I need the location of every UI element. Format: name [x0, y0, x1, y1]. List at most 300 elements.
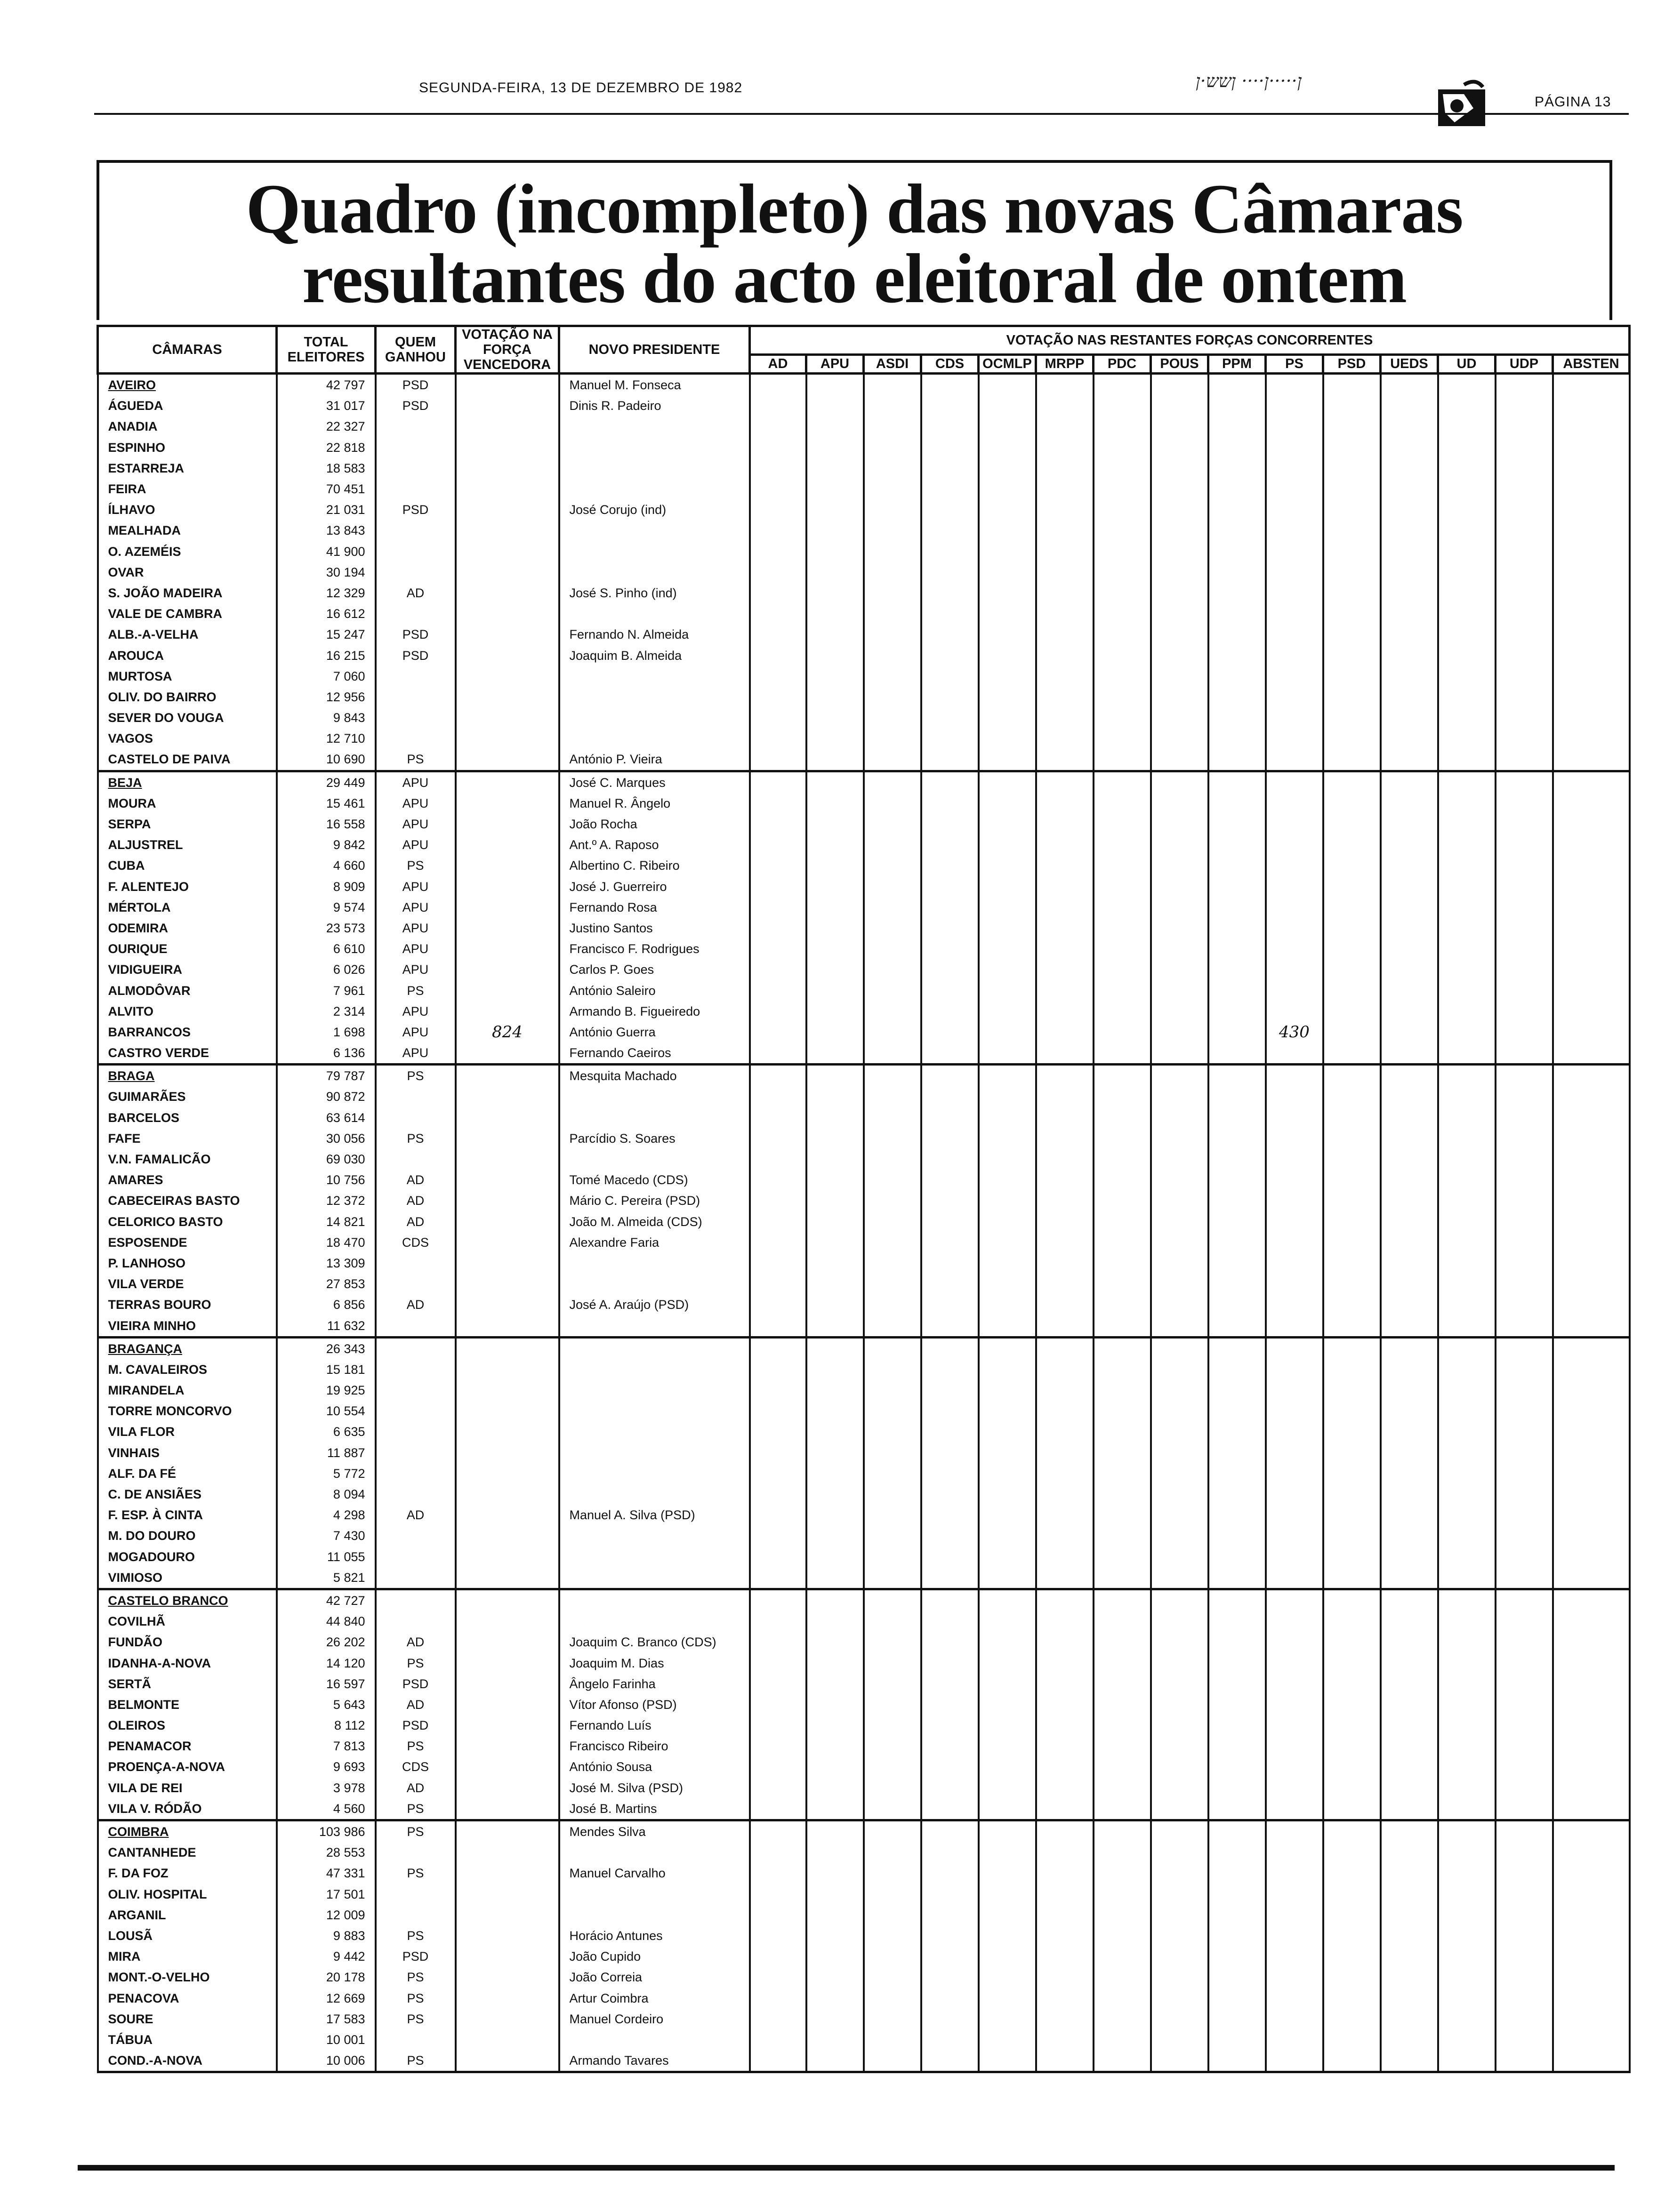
vote-ps	[1266, 1905, 1323, 1925]
vote-apu	[806, 1211, 864, 1232]
vote-psd	[1323, 1315, 1381, 1337]
vote-ocmlp	[979, 374, 1036, 396]
vote-ppm	[1208, 980, 1266, 1001]
winner-vote	[456, 728, 559, 749]
vote-asdi	[864, 687, 921, 707]
vote-ps	[1266, 1820, 1323, 1842]
vote-apu	[806, 1443, 864, 1463]
winning-party	[376, 1337, 456, 1359]
vote-udp	[1496, 876, 1553, 897]
new-president	[559, 1107, 750, 1128]
winning-party	[376, 1547, 456, 1567]
municipality-name: PENACOVA	[98, 1988, 277, 2008]
col-party-ueds: UEDS	[1381, 354, 1438, 373]
winning-party: AD	[376, 1632, 456, 1652]
vote-udp	[1496, 1905, 1553, 1925]
vote-cds	[921, 1946, 979, 1967]
vote-cds	[921, 1525, 979, 1546]
table-row	[98, 918, 1630, 938]
vote-ud	[1438, 541, 1496, 562]
col-votacao: VOTAÇÃO NA FORÇA VENCEDORA	[456, 326, 559, 374]
vote-pdc	[1094, 416, 1151, 437]
vote-ueds	[1381, 1988, 1438, 2008]
vote-absten	[1553, 1065, 1630, 1087]
vote-ud	[1438, 1589, 1496, 1611]
vote-pdc	[1094, 1065, 1151, 1087]
winner-vote	[456, 583, 559, 603]
winning-party: PS	[376, 1967, 456, 1988]
vote-absten	[1553, 1715, 1630, 1736]
vote-ud	[1438, 814, 1496, 834]
vote-psd	[1323, 1232, 1381, 1253]
municipality-name: FAFE	[98, 1128, 277, 1149]
winner-vote	[456, 374, 559, 396]
total-voters: 7 961	[277, 980, 376, 1001]
district-row	[98, 374, 1630, 396]
vote-ueds	[1381, 416, 1438, 437]
vote-pdc	[1094, 771, 1151, 793]
winning-party	[376, 1589, 456, 1611]
vote-ps	[1266, 2029, 1323, 2050]
vote-ad	[750, 1107, 806, 1128]
new-president: Albertino C. Ribeiro	[559, 855, 750, 876]
vote-apu	[806, 1736, 864, 1756]
vote-udp	[1496, 374, 1553, 396]
vote-ppm	[1208, 918, 1266, 938]
new-president	[559, 1842, 750, 1863]
vote-cds	[921, 1863, 979, 1883]
table-row	[98, 1359, 1630, 1380]
winner-vote	[456, 1946, 559, 1967]
vote-absten	[1553, 520, 1630, 541]
vote-psd	[1323, 1065, 1381, 1087]
vote-pdc	[1094, 1294, 1151, 1315]
new-president	[559, 1086, 750, 1107]
table-row	[98, 479, 1630, 499]
vote-asdi	[864, 1128, 921, 1149]
vote-udp	[1496, 980, 1553, 1001]
vote-asdi	[864, 1107, 921, 1128]
vote-ueds	[1381, 1315, 1438, 1337]
vote-psd	[1323, 1086, 1381, 1107]
vote-ad	[750, 2050, 806, 2072]
vote-ppm	[1208, 1674, 1266, 1694]
vote-ueds	[1381, 1567, 1438, 1589]
vote-asdi	[864, 1798, 921, 1820]
vote-mrpp	[1036, 1925, 1094, 1946]
winner-vote	[456, 897, 559, 918]
vote-psd	[1323, 749, 1381, 771]
vote-ocmlp	[979, 1547, 1036, 1567]
table-row	[98, 562, 1630, 583]
winning-party: PS	[376, 980, 456, 1001]
winner-vote	[456, 938, 559, 959]
vote-ad	[750, 583, 806, 603]
vote-ocmlp	[979, 395, 1036, 416]
vote-cds	[921, 520, 979, 541]
vote-ocmlp	[979, 499, 1036, 520]
vote-ocmlp	[979, 645, 1036, 665]
vote-ps	[1266, 1443, 1323, 1463]
vote-udp	[1496, 1443, 1553, 1463]
vote-udp	[1496, 479, 1553, 499]
vote-mrpp	[1036, 1715, 1094, 1736]
vote-mrpp	[1036, 1842, 1094, 1863]
vote-ad	[750, 1149, 806, 1170]
vote-ad	[750, 1842, 806, 1863]
district-row	[98, 1820, 1630, 1842]
vote-apu	[806, 814, 864, 834]
vote-mrpp	[1036, 1253, 1094, 1274]
vote-ocmlp	[979, 603, 1036, 624]
vote-pdc	[1094, 1946, 1151, 1967]
vote-ueds	[1381, 645, 1438, 665]
vote-pous	[1151, 1925, 1208, 1946]
municipality-name: VIDIGUEIRA	[98, 959, 277, 980]
total-voters: 70 451	[277, 479, 376, 499]
vote-mrpp	[1036, 1567, 1094, 1589]
vote-apu	[806, 1274, 864, 1294]
vote-ueds	[1381, 1107, 1438, 1128]
vote-ps	[1266, 918, 1323, 938]
vote-cds	[921, 1611, 979, 1632]
vote-ud	[1438, 645, 1496, 665]
vote-mrpp	[1036, 2029, 1094, 2050]
vote-ud	[1438, 834, 1496, 855]
winning-party: APU	[376, 897, 456, 918]
vote-pous	[1151, 1547, 1208, 1567]
vote-cds	[921, 2050, 979, 2072]
vote-cds	[921, 1337, 979, 1359]
vote-ud	[1438, 855, 1496, 876]
vote-ppm	[1208, 1756, 1266, 1777]
new-president: Ant.º A. Raposo	[559, 834, 750, 855]
vote-cds	[921, 1211, 979, 1232]
vote-asdi	[864, 1863, 921, 1883]
vote-asdi	[864, 1337, 921, 1359]
new-president: Vítor Afonso (PSD)	[559, 1694, 750, 1715]
winner-vote	[456, 1463, 559, 1484]
table-row	[98, 1211, 1630, 1232]
vote-udp	[1496, 687, 1553, 707]
vote-asdi	[864, 980, 921, 1001]
new-president: Armando B. Figueiredo	[559, 1001, 750, 1022]
table-row	[98, 499, 1630, 520]
vote-cds	[921, 437, 979, 458]
vote-ppm	[1208, 1884, 1266, 1905]
vote-psd	[1323, 938, 1381, 959]
vote-ad	[750, 1128, 806, 1149]
vote-psd	[1323, 1128, 1381, 1149]
vote-pous	[1151, 416, 1208, 437]
vote-ppm	[1208, 1611, 1266, 1632]
vote-ppm	[1208, 395, 1266, 416]
vote-psd	[1323, 1359, 1381, 1380]
vote-absten	[1553, 1380, 1630, 1401]
vote-apu	[806, 1905, 864, 1925]
new-president	[559, 416, 750, 437]
vote-absten	[1553, 1170, 1630, 1190]
vote-psd	[1323, 1421, 1381, 1442]
vote-pous	[1151, 1086, 1208, 1107]
total-voters: 1 698	[277, 1022, 376, 1042]
vote-ud	[1438, 1211, 1496, 1232]
vote-pdc	[1094, 1401, 1151, 1421]
vote-mrpp	[1036, 814, 1094, 834]
vote-apu	[806, 1988, 864, 2008]
new-president: José M. Silva (PSD)	[559, 1778, 750, 1798]
total-voters: 12 710	[277, 728, 376, 749]
vote-mrpp	[1036, 1170, 1094, 1190]
municipality-name: TORRE MONCORVO	[98, 1401, 277, 1421]
vote-ps	[1266, 855, 1323, 876]
winner-vote	[456, 1149, 559, 1170]
vote-psd	[1323, 1863, 1381, 1883]
vote-pdc	[1094, 1022, 1151, 1042]
vote-psd	[1323, 1190, 1381, 1211]
vote-ocmlp	[979, 1463, 1036, 1484]
total-voters: 6 610	[277, 938, 376, 959]
vote-mrpp	[1036, 771, 1094, 793]
vote-psd	[1323, 1443, 1381, 1463]
vote-pdc	[1094, 1170, 1151, 1190]
vote-absten	[1553, 814, 1630, 834]
vote-ocmlp	[979, 793, 1036, 814]
vote-ppm	[1208, 1401, 1266, 1421]
vote-ocmlp	[979, 749, 1036, 771]
municipality-name: MOURA	[98, 793, 277, 814]
table-row	[98, 1863, 1630, 1883]
vote-pous	[1151, 1128, 1208, 1149]
vote-ueds	[1381, 1359, 1438, 1380]
vote-ps	[1266, 814, 1323, 834]
vote-absten	[1553, 771, 1630, 793]
total-voters: 16 612	[277, 603, 376, 624]
total-voters: 5 643	[277, 1694, 376, 1715]
vote-absten	[1553, 1884, 1630, 1905]
table-row	[98, 1756, 1630, 1777]
winning-party	[376, 1380, 456, 1401]
vote-pdc	[1094, 1190, 1151, 1211]
vote-ueds	[1381, 938, 1438, 959]
vote-ppm	[1208, 1778, 1266, 1798]
vote-cds	[921, 687, 979, 707]
vote-ppm	[1208, 876, 1266, 897]
vote-ps	[1266, 520, 1323, 541]
new-president: António Sousa	[559, 1756, 750, 1777]
vote-ps	[1266, 980, 1323, 1001]
vote-pdc	[1094, 897, 1151, 918]
vote-absten	[1553, 666, 1630, 687]
vote-udp	[1496, 562, 1553, 583]
vote-ps	[1266, 666, 1323, 687]
municipality-name: ALVITO	[98, 1001, 277, 1022]
municipality-name: PROENÇA-A-NOVA	[98, 1756, 277, 1777]
vote-apu	[806, 624, 864, 645]
vote-absten	[1553, 1611, 1630, 1632]
district-row	[98, 1337, 1630, 1359]
district-row	[98, 771, 1630, 793]
vote-apu	[806, 1589, 864, 1611]
vote-apu	[806, 1253, 864, 1274]
vote-ocmlp	[979, 2050, 1036, 2072]
vote-udp	[1496, 897, 1553, 918]
vote-pous	[1151, 1232, 1208, 1253]
vote-ad	[750, 562, 806, 583]
vote-absten	[1553, 834, 1630, 855]
vote-ppm	[1208, 1946, 1266, 1967]
vote-ud	[1438, 1967, 1496, 1988]
col-party-pdc: PDC	[1094, 354, 1151, 373]
total-voters: 10 554	[277, 1401, 376, 1421]
vote-ueds	[1381, 624, 1438, 645]
vote-absten	[1553, 1421, 1630, 1442]
vote-cds	[921, 1694, 979, 1715]
vote-ueds	[1381, 603, 1438, 624]
vote-absten	[1553, 707, 1630, 728]
vote-psd	[1323, 1001, 1381, 1022]
vote-ad	[750, 2009, 806, 2029]
vote-cds	[921, 814, 979, 834]
new-president	[559, 437, 750, 458]
vote-cds	[921, 1967, 979, 1988]
vote-asdi	[864, 374, 921, 396]
new-president: Dinis R. Padeiro	[559, 395, 750, 416]
vote-udp	[1496, 1567, 1553, 1589]
vote-pdc	[1094, 1589, 1151, 1611]
vote-ud	[1438, 624, 1496, 645]
vote-absten	[1553, 479, 1630, 499]
vote-pous	[1151, 2029, 1208, 2050]
vote-ocmlp	[979, 1884, 1036, 1905]
vote-ueds	[1381, 1022, 1438, 1042]
winning-party	[376, 728, 456, 749]
vote-ps	[1266, 1694, 1323, 1715]
table-row	[98, 834, 1630, 855]
vote-udp	[1496, 666, 1553, 687]
vote-ueds	[1381, 374, 1438, 396]
vote-asdi	[864, 1652, 921, 1673]
total-voters: 9 843	[277, 707, 376, 728]
vote-apu	[806, 980, 864, 1001]
vote-ppm	[1208, 1905, 1266, 1925]
table-row	[98, 814, 1630, 834]
new-president: João Rocha	[559, 814, 750, 834]
vote-ad	[750, 834, 806, 855]
vote-ps	[1266, 793, 1323, 814]
vote-ppm	[1208, 374, 1266, 396]
vote-ud	[1438, 437, 1496, 458]
vote-ppm	[1208, 1107, 1266, 1128]
municipality-name: M. CAVALEIROS	[98, 1359, 277, 1380]
vote-pdc	[1094, 1525, 1151, 1546]
vote-ocmlp	[979, 479, 1036, 499]
vote-udp	[1496, 603, 1553, 624]
vote-pous	[1151, 1463, 1208, 1484]
vote-pous	[1151, 814, 1208, 834]
vote-mrpp	[1036, 834, 1094, 855]
vote-mrpp	[1036, 793, 1094, 814]
vote-ocmlp	[979, 437, 1036, 458]
vote-pdc	[1094, 645, 1151, 665]
vote-ps	[1266, 1967, 1323, 1988]
table-row	[98, 1401, 1630, 1421]
vote-apu	[806, 1778, 864, 1798]
vote-ad	[750, 1170, 806, 1190]
vote-cds	[921, 1065, 979, 1087]
vote-apu	[806, 793, 864, 814]
winning-party: PS	[376, 1736, 456, 1756]
vote-pdc	[1094, 479, 1151, 499]
vote-ocmlp	[979, 876, 1036, 897]
vote-ps	[1266, 1567, 1323, 1589]
vote-asdi	[864, 1274, 921, 1294]
vote-ud	[1438, 771, 1496, 793]
winning-party: PS	[376, 1652, 456, 1673]
vote-apu	[806, 834, 864, 855]
vote-mrpp	[1036, 980, 1094, 1001]
vote-ppm	[1208, 1463, 1266, 1484]
winner-vote	[456, 834, 559, 855]
total-voters: 8 909	[277, 876, 376, 897]
vote-absten	[1553, 437, 1630, 458]
vote-ueds	[1381, 959, 1438, 980]
vote-absten	[1553, 458, 1630, 479]
vote-ps	[1266, 938, 1323, 959]
vote-cds	[921, 1042, 979, 1065]
vote-mrpp	[1036, 959, 1094, 980]
vote-cds	[921, 1107, 979, 1128]
vote-ppm	[1208, 645, 1266, 665]
vote-absten	[1553, 1315, 1630, 1337]
vote-ud	[1438, 687, 1496, 707]
vote-ud	[1438, 938, 1496, 959]
table-row	[98, 1149, 1630, 1170]
vote-ppm	[1208, 2009, 1266, 2029]
vote-asdi	[864, 520, 921, 541]
municipality-name: AVEIRO	[98, 374, 277, 396]
winner-vote	[456, 1274, 559, 1294]
new-president: Manuel Cordeiro	[559, 2009, 750, 2029]
winner-vote	[456, 855, 559, 876]
table-row	[98, 1315, 1630, 1337]
vote-ocmlp	[979, 1820, 1036, 1842]
vote-ocmlp	[979, 1232, 1036, 1253]
vote-udp	[1496, 437, 1553, 458]
vote-mrpp	[1036, 1988, 1094, 2008]
vote-ps	[1266, 1842, 1323, 1863]
vote-absten	[1553, 1863, 1630, 1883]
vote-pous	[1151, 437, 1208, 458]
winning-party	[376, 603, 456, 624]
winning-party	[376, 1567, 456, 1589]
vote-asdi	[864, 1736, 921, 1756]
vote-mrpp	[1036, 1798, 1094, 1820]
municipality-name: ALB.-A-VELHA	[98, 624, 277, 645]
vote-pdc	[1094, 1042, 1151, 1065]
vote-pous	[1151, 1736, 1208, 1756]
vote-absten	[1553, 1842, 1630, 1863]
vote-ud	[1438, 1505, 1496, 1525]
vote-asdi	[864, 1674, 921, 1694]
vote-absten	[1553, 603, 1630, 624]
municipality-name: SEVER DO VOUGA	[98, 707, 277, 728]
vote-udp	[1496, 1274, 1553, 1294]
vote-ps	[1266, 959, 1323, 980]
vote-udp	[1496, 1107, 1553, 1128]
vote-cds	[921, 1359, 979, 1380]
vote-pous	[1151, 1421, 1208, 1442]
